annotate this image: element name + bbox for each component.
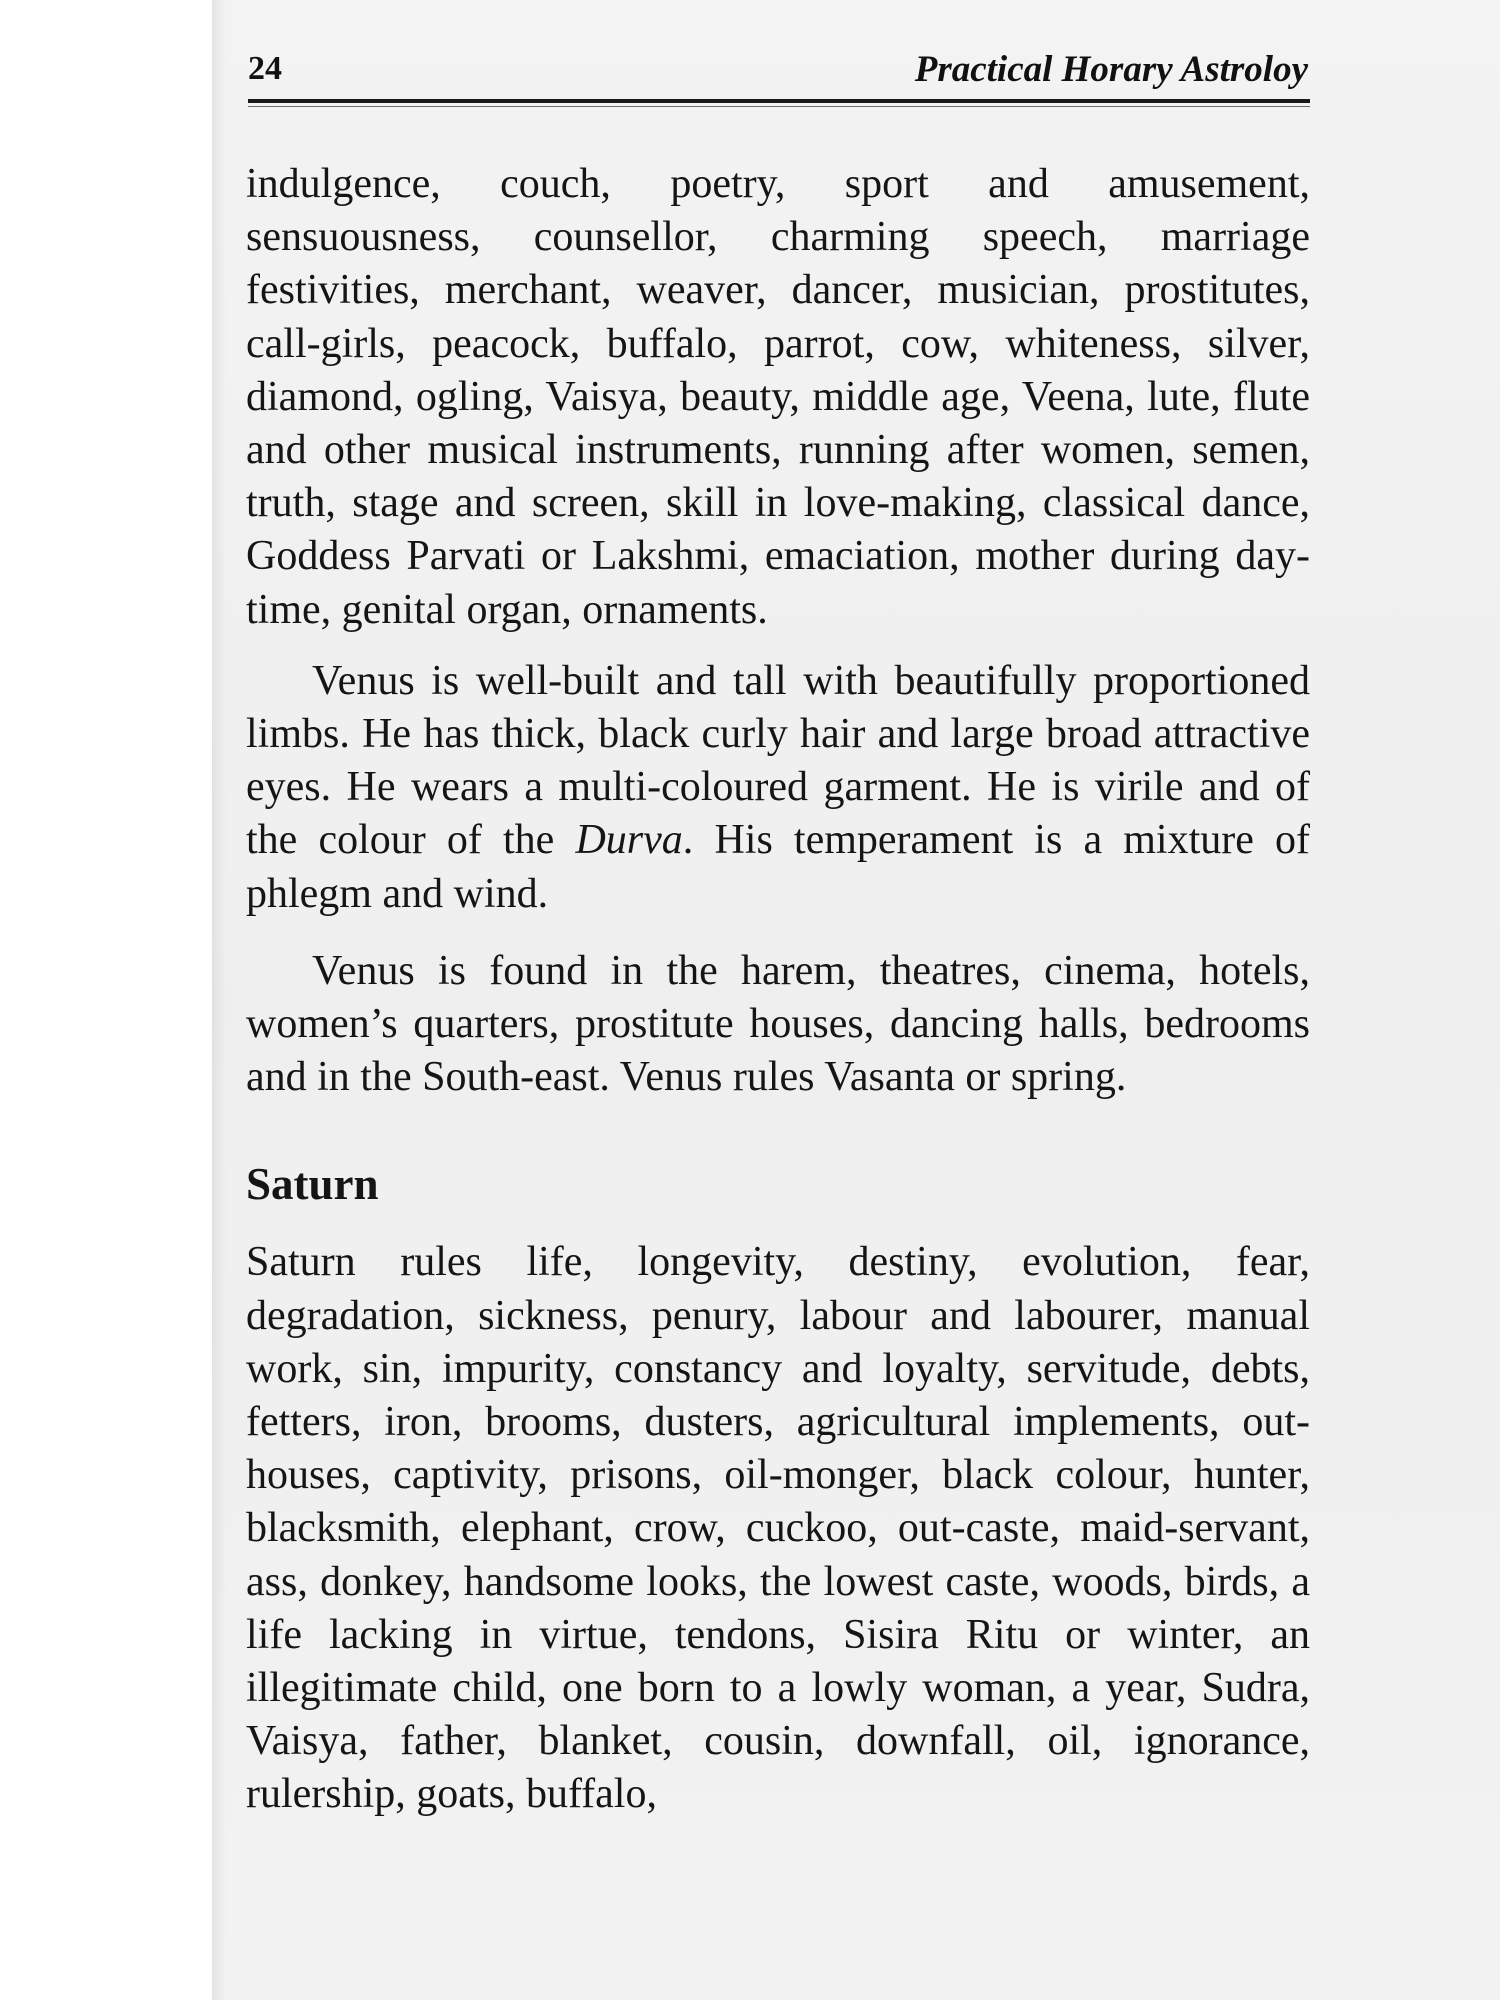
paragraph-venus-significations: indulgence, couch, poetry, sport and amusement, sensuousness, counsellor, charming speech, marriage festivities, merchant, weaver, dancer, musician, prostitutes, call-girls, peacock, buffalo, parrot, cow, whiteness, silver, diamond, ogling, Vaisya, beauty, middle age, Veena, lute, flute and other musical instruments, running after women, semen, truth, stage and screen, skill in love-making, classical dance, Goddess Parvati or Lakshmi, emaciation, mother during day-time, genital organ, ornaments. [246, 161, 1310, 633]
paragraph-text-end: . His temperament is a mixture of phlegm and wind. [246, 817, 1310, 917]
page-header [248, 48, 1308, 98]
paragraph-venus-places: Venus is found in the harem, theatres, cinema, hotels, women’s quarters, prostitute houses, dancing halls, bedrooms and in the South-east. Venus rules Vasanta or spring. [246, 947, 1310, 1101]
running-title: Practical Horary Astroloy [914, 49, 1308, 90]
page-number: 24 [248, 50, 282, 87]
section-heading-saturn: Saturn [246, 1159, 379, 1210]
paragraph-venus-appearance [246, 655, 1310, 921]
header-rule [248, 99, 1310, 103]
italic-term: Durva [575, 817, 683, 864]
page-body [246, 158, 1310, 1822]
paragraph-saturn-significations: Saturn rules life, longevity, destiny, evolution, fear, degradation, sickness, penury, labour and labourer, manual work, sin, impurity, constancy and loyalty, servitude, debts, fetters, iron, brooms, dusters, agricultural implements, out-houses, captivity, prisons, oil-monger, black colour, hunter, blacksmith, elephant, crow, cuckoo, out-caste, maid-servant, ass, donkey, handsome looks, the lowest caste, woods, birds, a life lacking in virtue, tendons, Sisira Ritu or winter, an illegitimate child, one born to a lowly woman, a year, Sudra, Vaisya, father, blanket, cousin, downfall, oil, ignorance, rulership, goats, buffalo, [246, 1239, 1310, 1818]
paragraph-text: Venus is well-built and tall with beautifully proportioned limbs. He has thick, black curly hair and large broad attractive eyes. He wears a multi-coloured garment. He is virile and of the colour of the [246, 657, 1310, 864]
header-rule-thin [248, 106, 1310, 107]
